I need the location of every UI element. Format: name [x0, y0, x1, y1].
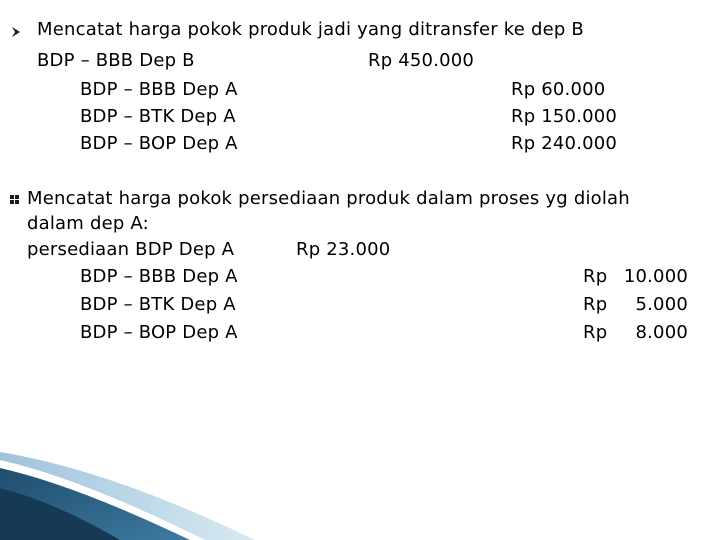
- section1-heading: Mencatat harga pokok produk jadi yang ditransfer ke dep B: [37, 19, 584, 40]
- section2-entry-label: BDP – BBB Dep A: [80, 266, 238, 287]
- corner-swoosh-decoration: [0, 430, 260, 540]
- section1-entry-amount: Rp 150.000: [511, 106, 618, 127]
- section1-main-amount: Rp 450.000: [368, 50, 475, 71]
- section1-entry-label: BDP – BTK Dep A: [80, 106, 236, 127]
- arrowhead-bullet-icon: [10, 26, 22, 41]
- section1-entry-amount: Rp 240.000: [511, 133, 618, 154]
- section2-entry-currency: Rp: [583, 266, 608, 287]
- section2-entry-currency: Rp: [583, 294, 608, 315]
- section2-entry-currency: Rp: [583, 322, 608, 343]
- section2-entry-label: BDP – BTK Dep A: [80, 294, 236, 315]
- section2-entry-amount: 8.000: [635, 322, 688, 343]
- section2-heading-line2: dalam dep A:: [27, 213, 149, 234]
- section2-main-amount: Rp 23.000: [296, 239, 391, 260]
- square-bullet-icon: [10, 194, 20, 208]
- section2-main-label: persediaan BDP Dep A: [27, 239, 235, 260]
- section2-entry-amount: 10.000: [623, 266, 688, 287]
- section2-entry-amount: 5.000: [635, 294, 688, 315]
- section2-heading-line1: Mencatat harga pokok persediaan produk dalam proses yg diolah: [27, 188, 630, 209]
- section1-entry-amount: Rp 60.000: [511, 79, 606, 100]
- section1-main-label: BDP – BBB Dep B: [37, 50, 195, 71]
- section1-entry-label: BDP – BOP Dep A: [80, 133, 238, 154]
- section1-entry-label: BDP – BBB Dep A: [80, 79, 238, 100]
- section2-entry-label: BDP – BOP Dep A: [80, 322, 238, 343]
